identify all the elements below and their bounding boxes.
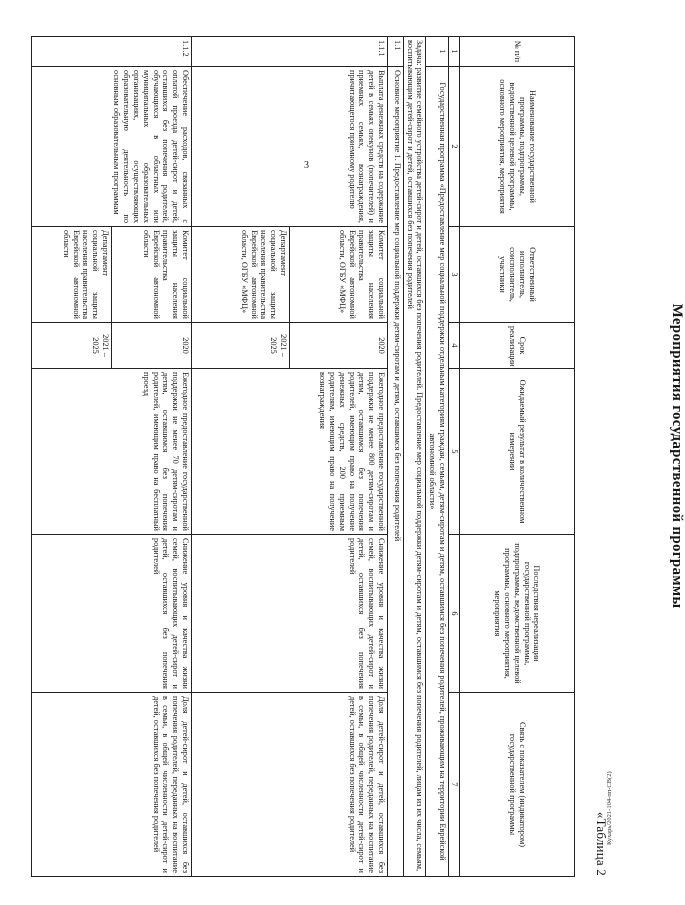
header-indicator: Связь с показателем (индикатором) государственной программы — [460, 693, 575, 877]
row-executor: Комитет социальной защиты населения правительства Еврейской автономной области, ОГБУ «МФЦ» — [289, 227, 387, 323]
row-result: Ежегодное предоставление государственной поддержки не менее 800 детям-сиротам и детям, оставшимся без попечения родителей, имеющим право на получение денежных средств, 200 приемным родителям, имеющим право на получение вознаграждения — [191, 369, 387, 535]
header-name: Наименование государственной программы, подпрограммы, ведомственной целевой программы, основного мероприятия, мероприятия — [460, 67, 575, 227]
row-num: 1.1.1 — [191, 37, 387, 67]
page-number: 3 — [304, 160, 309, 171]
header-row — [460, 37, 575, 877]
table-label: «Таблица 2 — [594, 811, 609, 876]
row-num: 1.1.2 — [31, 37, 191, 67]
task-row-text: Задача: развитие семейного устройства детей-сирот и детей, оставшихся без попечения родителей. Предоставление мер социальной поддержки детям-сиротам и детям, оставшимся без попечения родителей, лицам из их числа, семьям, воспитывающим детей-сирот и детей, оставшихся без попечения родителей — [403, 37, 426, 877]
column-number: 4 — [449, 323, 460, 369]
program-row-num: 1 — [426, 37, 449, 67]
program-row-text: Государственная программа «Предоставление мер социальной поддержки отдельным категориям граждан, семьям, детям-сиротам и детям, оставшимся без попечения родителей, проживающим на территории Еврейской автономной области» — [426, 67, 449, 877]
row-period: 2021 – 2025 — [191, 323, 289, 369]
header-period: Срок реализации — [460, 323, 575, 369]
row-indicator: Доля детей-сирот и детей, оставшихся без попечения родителей, переданных на воспитание в семьи, в общей численности детей-сирот и детей, оставшихся без попечения родителей — [31, 693, 191, 877]
main-activity-row — [387, 37, 403, 877]
row-executor: Департамент социальной защиты населения правительства Еврейской автономной области — [31, 227, 111, 323]
task-row — [403, 37, 426, 877]
row-period: 2020 — [289, 323, 387, 369]
program-measures-table — [31, 36, 575, 877]
table-row — [111, 37, 191, 877]
program-row — [426, 37, 449, 877]
column-number: 5 — [449, 369, 460, 535]
header-consequence: Последствия нереализации государственной программы, подпрограммы, ведомственной целевой программы, основного мероприятия, мероприятия — [460, 535, 575, 693]
main-activity-text: Основное мероприятие 1. Предоставление мер социальной поддержки детям-сиротам и детям, оставшимся без попечения родителей — [387, 67, 403, 877]
column-number: 3 — [449, 227, 460, 323]
row-executor: Комитет социальной защиты населения правительства Еврейской автономной области — [111, 227, 191, 323]
row-name: Выплата денежных средств на содержание детей в семьях опекунов (попечителей) и приемных семьях, вознаграждения, причитающегося приемному родителю — [191, 67, 387, 227]
row-period: 2020 — [111, 323, 191, 369]
row-name: Обеспечение расходов, связанных с оплатой проезда детей-сирот и детей, оставшихся без попечения родителей, обучающихся в областных или муниципальных образовательных организациях, осуществляющих образовательную деятельность по основным образовательным программам — [31, 67, 191, 227]
row-consequence: Снижение уровня и качества жизни семей, воспитывающих детей-сирот и детей, оставшихся без попечения родителей — [191, 535, 387, 693]
document-title: Мероприятия государственной программы — [669, 303, 685, 609]
main-activity-num: 1.1 — [387, 37, 403, 67]
column-number: 1 — [449, 37, 460, 67]
header-executor: Ответственный исполнитель, соисполнитель, участники — [460, 227, 575, 323]
row-consequence: Снижение уровня и качества жизни семей, воспитывающих детей-сирот и детей, оставшихся без попечения родителей — [31, 535, 191, 693]
column-number: 6 — [449, 535, 460, 693]
header-result: Ожидаемый результат в количественном измерении — [460, 369, 575, 535]
row-indicator: Доля детей-сирот и детей, оставшихся без попечения родителей, переданных на воспитание в семьи, в общей численности детей-сирот и детей, оставшихся без попечения родителей — [191, 693, 387, 877]
column-number: 7 — [449, 693, 460, 877]
row-period: 2021 – 2025 — [31, 323, 111, 369]
column-number-row — [449, 37, 460, 877]
column-number: 2 — [449, 67, 460, 227]
row-executor: Департамент социальной защиты населения правительства Еврейской автономной области, ОГБУ «МФЦ» — [191, 227, 289, 323]
header-num: № п/п — [460, 37, 575, 67]
table-row — [289, 37, 387, 877]
row-result: Ежегодное предоставление государственной поддержки не менее 70 детям-сиротам и детям, оставшимся без попечения родителей, имеющим право на бесплатный проезд — [31, 369, 191, 535]
document-footer-code: Кухарь/2021-104-пп-СВ(2) — [606, 771, 613, 845]
